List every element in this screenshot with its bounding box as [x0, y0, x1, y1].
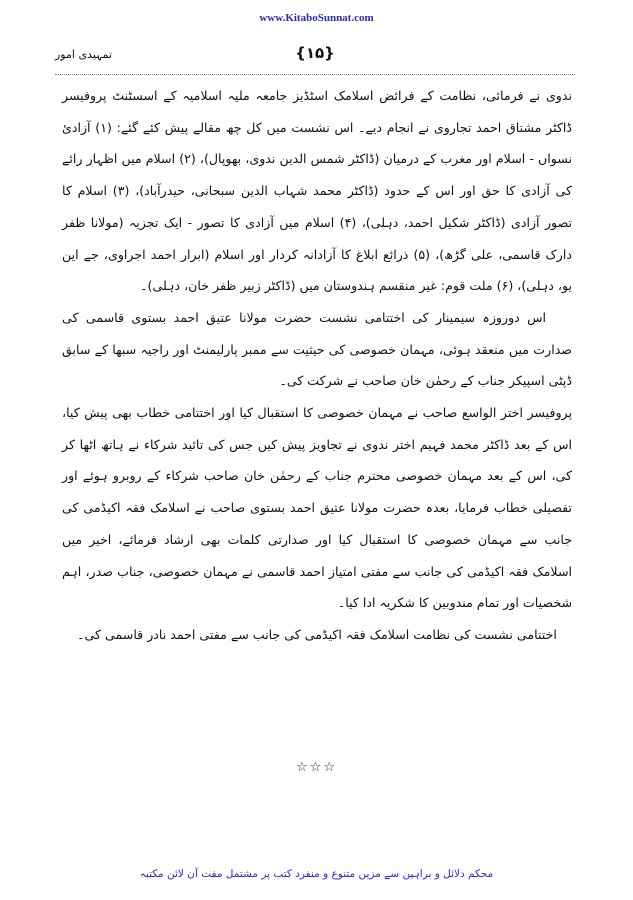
- page-number: {۱۵}: [295, 44, 335, 62]
- footer-tagline: محکم دلائل و براہین سے مزین متنوع و منفرد کتب پر مشتمل مفت آن لائن مکتبہ: [139, 868, 494, 880]
- paragraph-welcome: پروفیسر اختر الواسع صاحب نے مہمان خصوصی کا استقبال کیا اور اختتامی خطاب بھی پیش کیا، اس کے بعد ڈاکٹر محمد فہیم اختر ندوی نے تجاویز پیش کیں جس کی تائید شرکاء نے ہاتھ اٹھا کر کی، اس کے بعد مہمان خصوصی محترم جناب کے رحمٰن خان صاحب شرکاء کے روبرو ہوئے اور تفصیلی خطاب فرمایا، بعدہ حضرت مولانا عتیق احمد بستوی صاحب نے اسلامک فقہ اکیڈمی کی جانب سے مہمان خصوصی کا استقبال کیا اور صدارتی کلمات بھی ارشاد فرمائے، اخیر میں اسلامک فقہ اکیڈمی کی جانب سے مفتی امتیاز احمد قاسمی نے مہمان خصوصی، جناب صدر، اہم شخصیات اور تمام مندوبین کا شکریہ ادا کیا۔: [62, 405, 572, 611]
- paragraph-closing-session: اس دوروزہ سیمینار کی اختتامی نشست حضرت مولانا عتیق احمد بستوی قاسمی کی صدارت میں منعقد ہوئی، مہمان خصوصی کی حیثیت سے ممبر پارلیمنٹ اور راجیہ سبھا کے سابق ڈپٹی اسپیکر جناب کے رحمٰن خان صاحب نے شرکت کی۔: [62, 309, 572, 389]
- running-header: [55, 44, 575, 68]
- site-url-link[interactable]: www.KitaboSunnat.com: [259, 12, 374, 24]
- paragraph-moderation: اختتامی نشست کی نظامت اسلامک فقہ اکیڈمی کی جانب سے مفتی احمد نادر قاسمی کی۔: [77, 626, 557, 642]
- header-divider: [55, 74, 575, 75]
- paragraph-papers: ندوی نے فرمائی، نظامت کے فرائض اسلامک اسٹڈیز جامعہ ملیہ اسلامیہ کے اسسٹنٹ پروفیسر ڈاکٹر مشتاق احمد تجاروی نے انجام دیے۔ اس نشست میں کل چھ مقالے پیش کئے گئے: (۱) آزادیٔ نسواں - اسلام اور مغرب کے درمیان (ڈاکٹر شمس الدین ندوی، بھوپال)، (۲) اسلام میں اظہار رائے کی آزادی کا حق اور اس کے حدود (ڈاکٹر محمد شہاب الدین سبحانی، حیدرآباد)، (۳) اسلام کا تصور آزادی (ڈاکٹر شکیل احمد، دہلی)، (۴) اسلام میں آزادی کا تصور - ایک تجزیہ (مولانا ظفر دارک قاسمی، علی گڑھ)، (۵) ذرائع ابلاغ کا آزادانہ کردار اور اسلام (ابرار احمد اجراوی، جے این یو، دہلی)، (۶) ملت قوم: غیر منقسم ہندوستان میں (ڈاکٹر زبیر ظفر خان، دہلی)۔: [62, 88, 572, 294]
- section-end-stars-icon: ☆☆☆: [296, 760, 337, 775]
- chapter-title: تمہیدی امور: [55, 48, 113, 61]
- page-body: [62, 80, 572, 651]
